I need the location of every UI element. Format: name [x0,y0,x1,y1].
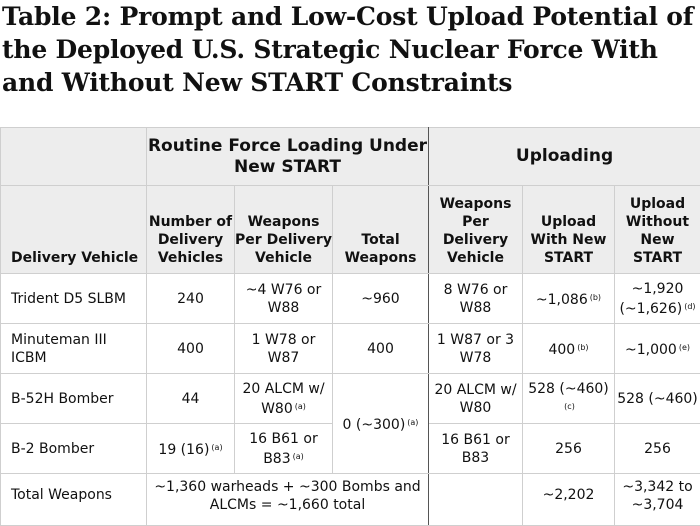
cell-number: 19 (16) $^{(a)}$ [147,424,235,474]
cell-total-bombers: 0 (~300) $^{(a)}$ [333,374,429,474]
upload-potential-table [0,127,700,526]
cell-without: 528 (~460) [615,374,700,424]
footnote-marker: (a) [295,402,306,411]
footnote-marker: (b) [590,293,601,302]
footnote-marker: (a) [211,443,222,452]
cell-total: 400 [333,324,429,374]
cell-with: ~1,086 $^{(b)}$ [523,274,615,324]
table-row [1,324,700,374]
col-total-weapons: Total Weapons [333,186,429,274]
cell-vehicle: Trident D5 SLBM [1,274,147,324]
cell-weapons-per: 20 ALCM w/ W80 $^{(a)}$ [235,374,333,424]
table-row [1,274,700,324]
cell-total-upload-per [429,474,523,526]
cell-total: ~960 [333,274,429,324]
header-spacer [1,128,147,186]
col-upload-with-new-start: Upload With New START [523,186,615,274]
cell-upload-per: 8 W76 or W88 [429,274,523,324]
table-row [1,374,700,424]
cell-total-without: ~3,342 to ~3,704 [615,474,700,526]
cell-upload-per: 16 B61 or B83 [429,424,523,474]
footnote-marker: (c) [564,402,575,411]
cell-without: ~1,920 (~1,626) $^{(d)}$ [615,274,700,324]
footnote-marker: (e) [679,343,690,352]
total-row [1,474,700,526]
col-number-of-delivery-vehicles: Number of Delivery Vehicles [147,186,235,274]
cell-upload-per: 1 W87 or 3 W78 [429,324,523,374]
cell-upload-per: 20 ALCM w/ W80 [429,374,523,424]
cell-weapons-per: 16 B61 or B83 $^{(a)}$ [235,424,333,474]
cell-without: 256 [615,424,700,474]
cell-number: 240 [147,274,235,324]
cell-total-routine: ~1,360 warheads + ~300 Bombs and ALCMs = ~1,660 total [147,474,429,526]
cell-total-label: Total Weapons [1,474,147,526]
group-uploading: Uploading [429,128,700,186]
footnote-marker: (d) [684,302,695,311]
table-title: Table 2: Prompt and Low-Cost Upload Potential of the Deployed U.S. Strategic Nuclear Force With and Without New START Constraints [2,0,698,99]
cell-weapons-per: ~4 W76 or W88 [235,274,333,324]
cell-number: 44 [147,374,235,424]
col-upload-without-new-start: Upload Without New START [615,186,700,274]
cell-total-with: ~2,202 [523,474,615,526]
cell-with: 528 (~460)$^{(c)}$ [523,374,615,424]
cell-number: 400 [147,324,235,374]
cell-vehicle: Minuteman III ICBM [1,324,147,374]
footnote-marker: (a) [293,452,304,461]
col-upload-weapons-per-vehicle: Weapons Per Delivery Vehicle [429,186,523,274]
cell-with: 256 [523,424,615,474]
cell-with: 400 $^{(b)}$ [523,324,615,374]
footnote-marker: (a) [407,418,418,427]
cell-vehicle: B-2 Bomber [1,424,147,474]
col-weapons-per-delivery-vehicle: Weapons Per Delivery Vehicle [235,186,333,274]
col-delivery-vehicle: Delivery Vehicle [1,186,147,274]
group-routine-force-loading: Routine Force Loading Under New START [147,128,429,186]
cell-vehicle: B-52H Bomber [1,374,147,424]
cell-without: ~1,000 $^{(e)}$ [615,324,700,374]
footnote-marker: (b) [577,343,588,352]
cell-weapons-per: 1 W78 or W87 [235,324,333,374]
